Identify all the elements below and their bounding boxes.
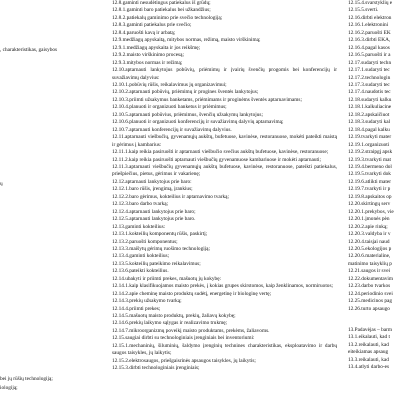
right-column-line <box>348 320 400 327</box>
right-column-line: 12.20.1.įmonės pėn <box>348 216 390 223</box>
right-column-line: 12.19.7.tvarkyti ir p <box>348 186 391 193</box>
right-column <box>348 0 400 400</box>
right-column-line: 12.16.1.elektronini <box>348 22 389 29</box>
right-column-line: 12.20.2.apie rinką; <box>348 223 388 230</box>
left-column-line: bei jų rūšių technologiją; <box>0 376 53 382</box>
document-line: 12.13.5.kokteilių pateikimo reikalavimus; <box>112 260 201 267</box>
document-line: 12.10.5.aptarnauti pobūvius, priėmimus, švenčių užsakymų lankytojus; <box>112 111 263 118</box>
right-column-line: 12.20.3.valdyba ir v <box>348 231 391 238</box>
document-line: 12.14.7.mikroorganizmų poveikį maisto produktams, prekėms, žaliavoms. <box>112 327 270 334</box>
right-column-line: 12.17.2.technologin <box>348 74 391 81</box>
right-column-line: 12.19.3.tvarkyti mat <box>348 156 391 163</box>
document-line: 12.12.aptarnauti lankytojus prie baro: <box>112 178 192 185</box>
document-line: 12.10.3.priimti užsakymus banketams, priėmimams ir proginėms šventės aptarnavimams; <box>112 96 302 103</box>
right-column-line: 12.16.3.dirbti EKA, <box>348 37 391 44</box>
right-column-line: 12.23.darbo tvarkos <box>348 283 391 290</box>
document-line: 12.8.3.gaminti patiekalus prie svečio; <box>112 22 192 29</box>
document-line: 12.9.1.medžiagų apyskaita ir jos reikšmę; <box>112 44 201 51</box>
document-line: 12.10.7.aptarnauti konferencijų ir suvažiavimų dalyvius. <box>112 126 232 133</box>
document-line: 12.12.2.baro gėrimus, kokteilius ir aptarnavimo tvarką; <box>112 193 229 200</box>
right-column-line: 12.17.1.sudaryti tec <box>348 67 390 74</box>
right-column-line: 12.19.8.apskaitos op <box>348 193 392 200</box>
right-column-line: 12.21.saugos ir svei <box>348 268 391 275</box>
document-line: 12.11.2.kaip reikia pasiruošti aptarnauti viešbučių gyvenamuose kambariuose ir mokėti aptarnauti; <box>112 156 321 163</box>
right-column-line: 12.20.skirtingų serv <box>348 201 391 208</box>
document-line: 12.9.3.mitybos normas ir režimą; <box>112 59 183 66</box>
document-line: 12.8.4.paruošti kavą ir arbatą; <box>112 29 176 36</box>
right-column-line: 12.18.3.sudaryti kal <box>348 119 391 126</box>
right-column-line: 13.Padavėjas – barm <box>348 327 392 334</box>
document-line: 12.13.gaminti kokteilius: <box>112 223 166 230</box>
document-line: 12.14.6.prekių laikymo sąlygas ir realizavimo trukmę; <box>112 320 228 327</box>
document-line: 12.11.3.aptarnauti viešbučių gyvenamųjų aukštų bufetuose, kavinėse, restoranuose, pateikti patiekalus, priešpiečius, pietus, gėrimus ir vakarienę; <box>112 163 337 178</box>
right-column-line: 12.17.sudaryti techn <box>348 59 392 66</box>
document-line: 12.10.1.pobūvių rūšis, reikalavimus jų organizavimui; <box>112 81 227 88</box>
document-line: 12.14.2.apie cheminę maisto produktų sudėtį, energetinę ir biologinę vertę; <box>112 290 272 297</box>
right-column-line: 12.24.periodinio svei <box>348 290 393 297</box>
document-line: 12.9.medžiagų apyskaitą, mitybos normas, režimą, maisto virškinimą; <box>112 37 261 44</box>
right-column-line: 12.19.5.tvarkyti dok <box>348 171 391 178</box>
right-column-line: matinimo taisyklių p <box>348 260 392 267</box>
right-column-line: 12.18.4.pagal kalku <box>348 126 390 133</box>
document-line: 12.12.1.baro rūšis, įrengimą, įrankius; <box>112 186 193 193</box>
document-line: 12.14.1.kaip klasifikuojamos maisto prekės, į kokias grupes skirstomos, kaip ženklinamos, normiruotos; <box>112 283 333 290</box>
right-column-line: 12.17.4.naudotis tec <box>348 89 391 96</box>
document-line: 12.9.2.maisto virškinimo procesą; <box>112 52 184 59</box>
document-line: 12.15.saugiai dirbti su technologiniais įrenginiais bei inventoriumi: <box>112 335 255 342</box>
document-line: 12.11.1.kaip reikia pasiruošti ir aptarnauti viešbučio svečius aukštų bufetuose, kavinėse, restoranuose; <box>112 149 329 156</box>
right-column-line: 12.16.4.pagal kasos <box>348 44 390 51</box>
right-column-line: 13.2.reikalauti, kad <box>348 341 389 348</box>
right-column-line: 12.18.2.apskaičiuot <box>348 111 390 118</box>
document-line: 12.15.3.dirbti technologiniais įrenginiais; <box>112 365 200 372</box>
right-column-line: 12.16.2.paruošti EK <box>348 29 391 36</box>
left-column-line: ų <box>0 181 3 187</box>
document-line: 12.11.aptarnauti viešbučių, gyvenamųjų aukštų, bufetuose, kavinėse, restoranuose, mokėti pateikti maistą ir gėrimus į kambarius: <box>112 134 337 148</box>
document-line: 12.8.2.patiekalų gaminimo prie svečio technologiją; <box>112 14 223 21</box>
left-column <box>0 0 80 400</box>
document-line: 12.8.gaminti nesudėtingus patiekalus iš grūdų; <box>112 0 211 6</box>
document-line: 12.12.4.aptarnauti lankytojus prie baro; <box>112 208 196 215</box>
document-line: 12.10.4.planuoti ir organizuoti banketus ir priėmimus; <box>112 104 227 111</box>
right-column-line: 12.19.6.atlikti mater <box>348 178 391 185</box>
left-column-line: iologiją; <box>0 385 18 391</box>
right-column-line: 12.22.dokumentavim <box>348 275 394 282</box>
right-column-line: 12.19.4.bermeno dol <box>348 163 392 170</box>
right-column-line: 13.3.reikalauti, kad <box>348 356 389 363</box>
right-column-line: 12.16.dirbti elektron <box>348 14 392 21</box>
right-column-line: 12.15.4.svarstyklių e <box>348 0 393 6</box>
document-line: 12.14.4.priimti prekes; <box>112 305 161 312</box>
document-line: 12.10.aptarnauti lankytojus pobūvių, priėmimų ir įvairių švenčių progomis bei konferencijų ir suvažiavimų dalyvius: <box>112 67 337 81</box>
document-line: 12.13.6.pateikti kokteilius. <box>112 268 169 275</box>
right-column-line: 12.19.2.straipgį apsk <box>348 149 393 156</box>
right-column-line: 12.20.6.materialine, <box>348 253 391 260</box>
document-line: 12.13.3.maišytų gėrimų ruošimo technologiją; <box>112 245 210 252</box>
document-line: 12.12.5.aptarnauti lankytojus prie baro. <box>112 216 196 223</box>
right-column-line: 12.19.1.organizuoti <box>348 141 390 148</box>
right-column-line: 12.16.5.paruošti ir a <box>348 52 391 59</box>
right-column-line <box>348 313 400 320</box>
document-line: 12.14.5.mašuotų maisto produktų, prekių, žaliavų kokybę; <box>112 313 236 320</box>
document-line: 12.13.2.paruošti komponentus; <box>112 238 178 245</box>
right-column-line: 12.20.5.ekologijos p <box>348 245 392 252</box>
right-column-line: 12.20.1.prekybos, vie <box>348 208 394 215</box>
left-column-line: , charakteristikas, gaisybos <box>0 47 58 53</box>
right-column-line: 13.1.eikalauti, kad t <box>348 334 390 341</box>
document-line: 12.13.4.gaminti kokteilius; <box>112 253 170 260</box>
right-column-line: 12.25.medicinos pag <box>348 298 392 305</box>
right-column-line: 12.19.tvarkyti mater <box>348 134 392 141</box>
right-column-line: 12.18.1.kalkuliacine <box>348 104 392 111</box>
document-line: 12.15.1.mechaninių, šiluminių, šaldymo įrenginių technines charakteristikas, eksploatavimo ir darbų saugos taisykles, jų laikytis; <box>112 342 337 357</box>
document-line: 12.14.ubakyti ir priimti prekes, mašuotų jų kokybę: <box>112 275 222 282</box>
right-column-line: eiteikiamas apsaug <box>348 349 389 356</box>
document-line: 12.8.1.gaminti baro patiekalus bei užkandžius; <box>112 7 211 14</box>
document-line: 12.15.2.elektrosaugos, priešgaisrinės apsaugos taisykles, jų laikytis; <box>112 357 256 364</box>
document-line: 12.10.2.aptarnauti pobūvių, priėmimų ir progines šventės lankytojus; <box>112 89 259 96</box>
right-column-line: 13.4.atlyti darbo-es <box>348 364 390 371</box>
document-line: 12.13.1.kokteilių komponentų rūšis, paskirtį; <box>112 231 208 238</box>
document-line: 12.10.6.planuoti ir organizuoti konferencijų ir suvažiavimų dalyvių aptarnavimą; <box>112 119 284 126</box>
document-line: 12.12.3.baro darbo tvarką; <box>112 201 169 208</box>
right-column-line: 12.15.5.sverti. <box>348 7 379 14</box>
right-column-line: 12.17.3.sudaryti tec <box>348 81 390 88</box>
document-line: 12.14.3.prekių užsakymo tvarką; <box>112 298 182 305</box>
right-column-line: 12.20.4.taisjai naud <box>348 238 390 245</box>
right-column-line: 12.26.turto apsaugo <box>348 305 390 312</box>
right-column-line: 12.18.sudaryti kalku <box>348 96 392 103</box>
middle-column <box>112 0 337 400</box>
